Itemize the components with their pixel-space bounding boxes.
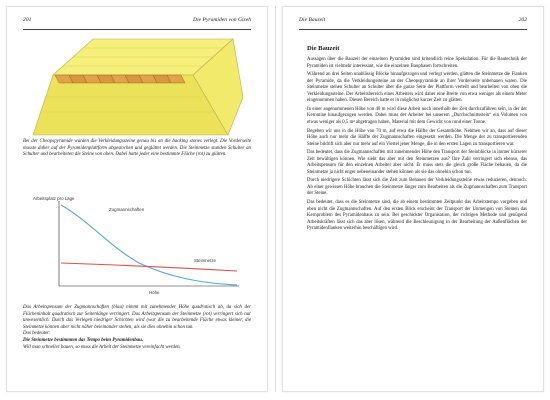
caption-2-bold: Die Steinmetze bestimmten das Tempo beim Pyramidenbau. xyxy=(23,337,144,343)
figure-caption-2 xyxy=(23,305,251,351)
paragraph: Aussagen über die Bauzeit der einzelnen Pyramiden sind kritendlich reine Spekulation. Für die Bautechnik der Pyramiden ist vielmehr interessant, wie die einzelnen Bauphasen fortschreiten. xyxy=(307,57,527,69)
running-header-right xyxy=(299,17,527,30)
paragraph: In einer angenommenen Höhe von 40 m wird diese Arbeit noch innerhalb der Zeit durchzuführen sein, in der der Kernmine hinaufgezogen werden. Dabei muss der Arbeiter bei unserem „Durchschnittsstein“ ein Volumen von etwas weniger als 0,5 m³ abgetragen haben, Material mit dem Gewicht von rund einer Tonne. xyxy=(307,106,527,125)
curve-label-zugmannschaften: Zugmannschaften xyxy=(109,207,145,212)
workload-chart xyxy=(29,191,249,299)
right-page xyxy=(282,6,544,392)
pyramid-platform-illustration xyxy=(33,37,243,137)
paragraph: Das bedeutet, dass es die Steinmetze sind, die ab einem bestimmten Zeitpunkt das Arbeitstempo vorgeben und eben nicht die Zugmannschaften. Auf den ersten Blick erscheint der Transport der Unmengen von Steinen das Kernproblem des Pyramidenbaus zu sein. Bei geschickter Organisation, der richtigen Methode und genügend Arbeitskräften lässt sich das aber lösen, während die Beschleunigung in der Bearbeitung der Außenflächen der Pyramidenflanken weiterhin beschäftigen wird. xyxy=(307,200,527,232)
running-title-right: Die Bauzeit xyxy=(299,17,326,23)
paragraph: Während an drei Seiten unablässig Blöcke hinaufgezogen und verlegt werden, glätten die Steinmetze die Flanken der Pyramide, da die Verkleidungssteine an der Cheopspyramide an ihrer Vorderseite unbehauen waren. Die Steinmetze stehen Schulter an Schulter über die ganze Seite der Plattform verteilt und bearbeiten von oben die Verkleidungssteine. Der Arbeitsbereich eines Arbeiters wird daher eine Breite von etwa weniger als einem Meter eingenommen haben. Diesen Bereich hatte er in möglichst kurzer Zeit zu glätten. xyxy=(307,72,527,104)
left-page xyxy=(6,6,268,392)
running-header-left xyxy=(23,17,251,30)
caption-2-lead: Das bedeutet: xyxy=(23,331,51,337)
page-number-left: 201 xyxy=(23,17,32,23)
caption-2-text: Das Arbeitspensum der Zugmannschaften (blau) nimmt mit zunehmender Höhe quadratisch ab, da sich der Flächeninhalt quadratisch zur Seitenlänge verringert. Das Arbeitspensum der Steinmetze (rot) verringert sich nur unwesentlich. Durch das Verlegen niedriger Schichten wird (war die zu bearbeitende Fläche etwas kleiner, die Steinmetze können aber nicht näher beieinander stehen, als sie dies ohnehin schon tun. xyxy=(23,305,251,330)
section-title: Die Bauzeit xyxy=(307,45,340,52)
book-gutter xyxy=(275,6,276,392)
curve-label-steinmetze: Steinmetze xyxy=(194,258,216,263)
page-number-right: 202 xyxy=(518,17,527,23)
paragraph: Durch niedrigere Schichten lässt sich die Zeit zum Behauen der Verkleidungssteine etwas reduzieren, dennoch: Ab einer gewissen Höhe brauchen die Steinmetze länger zum Bearbeiten als die Zugmannschaften zum Transport der Steine. xyxy=(307,178,527,197)
running-title-left: Die Pyramiden von Gizeh xyxy=(193,17,251,23)
paragraph: Das bedeutet, dass die Zugmannschaften mit zunehmender Höhe den Transport der Steinblöcke in immer kürzerer Zeit bewältigen können. Wie sieht das aber mit den Steinmetzen aus? Ihre Zahl verringert sich ebenso, das Arbeitspensum für den einzelnen Arbeiter aber nicht. Er muss stets die gleich große Fläche behauen, da die Steinmetze ja nicht enger nebeneinander stehen können als sie das ohnehin schon tun. xyxy=(307,150,527,175)
body-text xyxy=(307,57,527,235)
curve-zugmannschaften xyxy=(61,205,237,285)
y-axis-label: Arbeitsplatz pro Lage xyxy=(33,196,75,201)
caption-2-end: Will man schneller bauen, so muss die Arbeit der Steinmetze vereinfacht werden. xyxy=(23,344,181,350)
paragraph: Begeben wir uns in die Höhe von 70 m, auf etwa die Hälfte der Gesamthöhe. Nehmen wir an, dass auf dieser Höhe auch nur mehr die Hälfte der Zugmannschaften eingesetzt werden. Die Menge der zu transportierenden Steine bildrift sich aber nur mehr auf ein Viertel jener Menge, die in den ersten Lagen zu transportieren war. xyxy=(307,128,527,147)
casing-stones-row xyxy=(55,75,185,83)
x-axis-label: Höhe xyxy=(149,290,160,295)
curve-steinmetze xyxy=(61,263,237,271)
figure-caption-1: Bei der Cheopspyramide wurden die Verkleidungssteine genau bis an die backing stones verlegt. Die Vorderseite musste daher auf der Pyramidenplattform abgestochen und geglättet werden. Die Steinmetze standen Schulter an Schulter und bearbeiteten die Steine von oben. Dabei hatte jeder eine bestimmte Fläche (rot) zu glätten. xyxy=(23,139,251,158)
